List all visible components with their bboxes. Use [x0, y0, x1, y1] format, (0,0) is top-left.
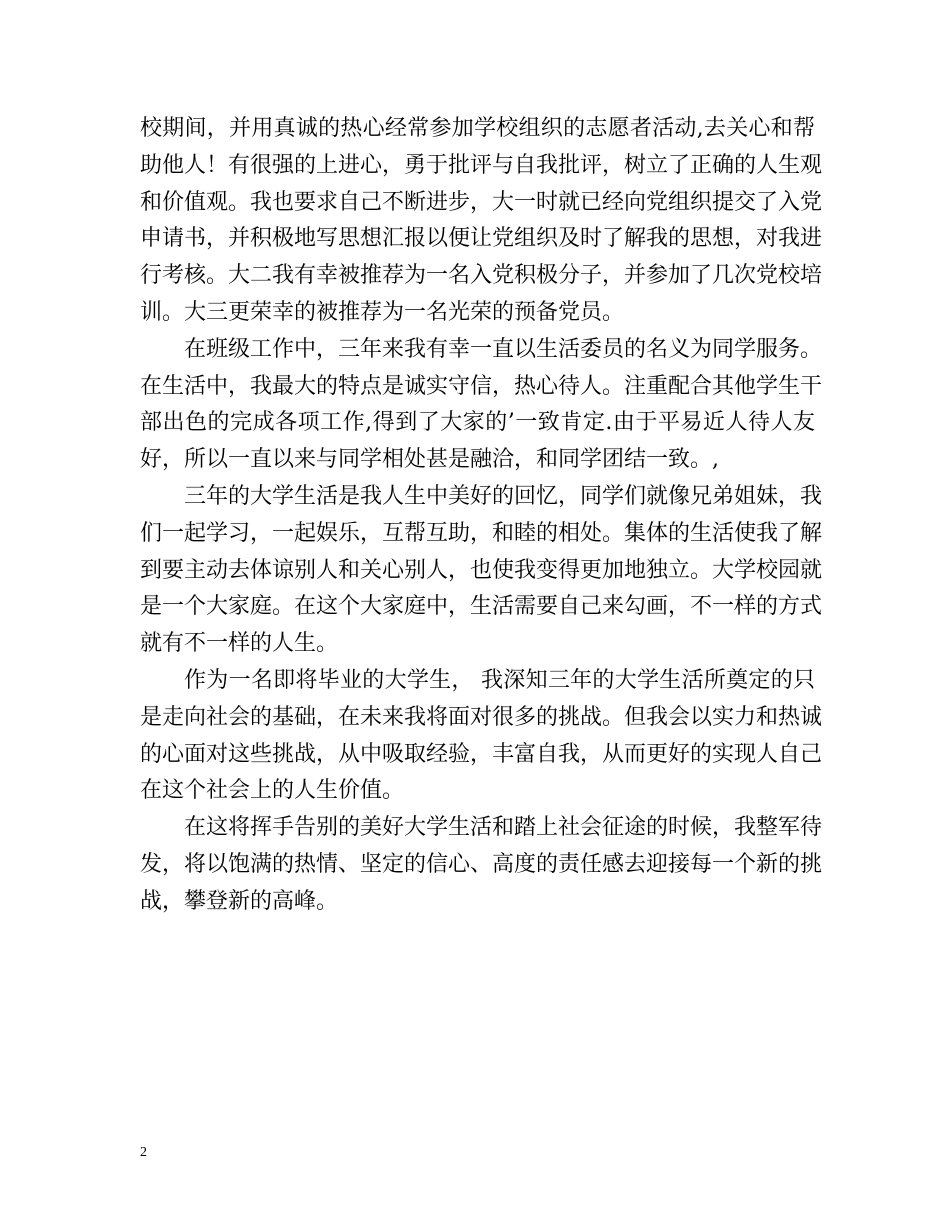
paragraph-1 — [140, 111, 823, 332]
paragraph-3 — [140, 479, 823, 663]
text-line: 是走向社会的基础，在未来我将面对很多的挑战。但我会以实力和热诚 — [140, 704, 823, 730]
paragraph-2 — [140, 332, 823, 479]
paragraph-5 — [140, 810, 823, 920]
text-line: 就有不一样的人生。 — [140, 631, 339, 657]
text-line: 训。大三更荣幸的被推荐为一名光荣的预备党员。 — [140, 299, 625, 325]
text-line: 是一个大家庭。在这个大家庭中，生活需要自己来勾画，不一样的方式 — [140, 594, 823, 620]
text-line: 在班级工作中，三年来我有幸一直以生活委员的名义为同学服务。 — [184, 336, 823, 362]
text-line: 好，所以一直以来与同学相处甚是融洽，和同学团结一致。, — [140, 447, 719, 473]
text-line: 们一起学习，一起娱乐，互帮互助，和睦的相处。集体的生活使我了解 — [140, 520, 823, 546]
text-line: 在生活中，我最大的特点是诚实守信，热心待人。注重配合其他学生干 — [140, 373, 823, 399]
text-line: 部出色的完成各项工作,得到了大家的’一致肯定.由于平易近人待人友 — [140, 410, 815, 436]
text-line: 三年的大学生活是我人生中美好的回忆，同学们就像兄弟姐妹，我 — [184, 483, 823, 509]
text-line: 行考核。大二我有幸被推荐为一名入党积极分子，并参加了几次党校培 — [140, 263, 823, 289]
text-line: 发，将以饱满的热情、坚定的信心、高度的责任感去迎接每一个新的挑 — [140, 851, 823, 877]
text-line: 和价值观。我也要求自己不断进步，大一时就已经向党组织提交了入党 — [140, 189, 823, 215]
text-line: 校期间，并用真诚的热心经常参加学校组织的志愿者活动,去关心和帮 — [140, 116, 815, 141]
text-line: 到要主动去体谅别人和关心别人，也使我变得更加地独立。大学校园就 — [140, 557, 823, 583]
text-line: 战，攀登新的高峰。 — [140, 888, 339, 914]
document-body — [140, 111, 823, 921]
page-number: 2 — [140, 1145, 147, 1160]
text-line: 作为一名即将毕业的大学生， 我深知三年的大学生活所奠定的只 — [184, 667, 815, 693]
text-line: 的心面对这些挑战，从中吸取经验，丰富自我，从而更好的实现人自己 — [140, 741, 823, 767]
text-line: 在这将挥手告别的美好大学生活和踏上社会征途的时候，我整军待 — [184, 815, 823, 841]
text-line: 申请书，并积极地写思想汇报以便让党组织及时了解我的思想，对我进 — [140, 226, 823, 252]
text-line: 助他人！有很强的上进心，勇于批评与自我批评，树立了正确的人生观 — [140, 152, 823, 178]
paragraph-4 — [140, 663, 823, 810]
text-line: 在这个社会上的人生价值。 — [140, 778, 405, 804]
